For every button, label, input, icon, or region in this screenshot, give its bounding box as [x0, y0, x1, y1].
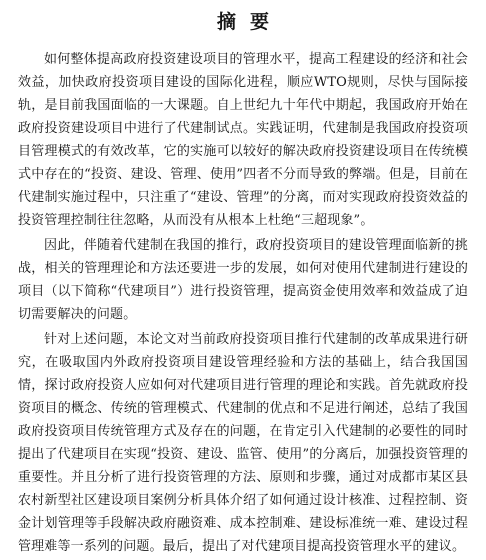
abstract-paragraph-1: 如何整体提高政府投资建设项目的管理水平，提高工程建设的经济和社会效益，加快政府投资项目建设的国际化进程，顺应WTO规则，尽快与国际接轨，是目前我国面临的一大课题。自上世纪九十年代中期起，我国政府开始在政府投资建设项目中进行了代建制试点。实践证明，代建制是我国政府投资项目管理模式的有效改革，它的实施可以较好的解决政府投资建设项目在传统模式中存在的“投资、建设、管理、使用”四者不分而导致的弊端。但是，目前在代建制实施过程中，只注重了“建设、管理”的分离，而对实现政府投资效益的投资管理控制往往忽略，从而没有从根本上杜绝“三超现象”。	[18, 52, 468, 228]
abstract-paragraph-3: 针对上述问题，本论文对当前政府投资项目推行代建制的改革成果进行研究，在吸取国内外政府投资项目建设管理经验和方法的基础上，结合我国国情，探讨政府投资人应如何对代建项目进行管理的理论和实践。首先就政府投资项目的概念、传统的管理模式、代建制的优点和不足进行阐述，总结了我国政府投资项目传统管理方式及存在的问题，在肯定引入代建制的必要性的同时提出了代建项目在实现“投资、建设、监管、使用”的分离后，加强投资管理的重要性。并且分析了进行投资管理的方法、原则和步骤，通过对成都市某区县农村新型社区建设项目案例分析具体介绍了如何通过设计核准、过程控制、资金计划管理等手段解决政府融资难、成本控制难、建设标准统一难、建设过程管理难等一系列的问题。最后，提出了对代建项目提高投资管理水平的建议。	[18, 332, 468, 554]
abstract-paragraph-2: 因此，伴随着代建制在我国的推行，政府投资项目的建设管理面临新的挑战，相关的管理理论和方法还要进一步的发展，如何对使用代建制进行建设的项目（以下简称“代建项目”）进行投资管理，提高资金使用效率和效益成了迫切需要解决的问题。	[18, 238, 468, 322]
abstract-title: 摘要	[216, 11, 283, 33]
